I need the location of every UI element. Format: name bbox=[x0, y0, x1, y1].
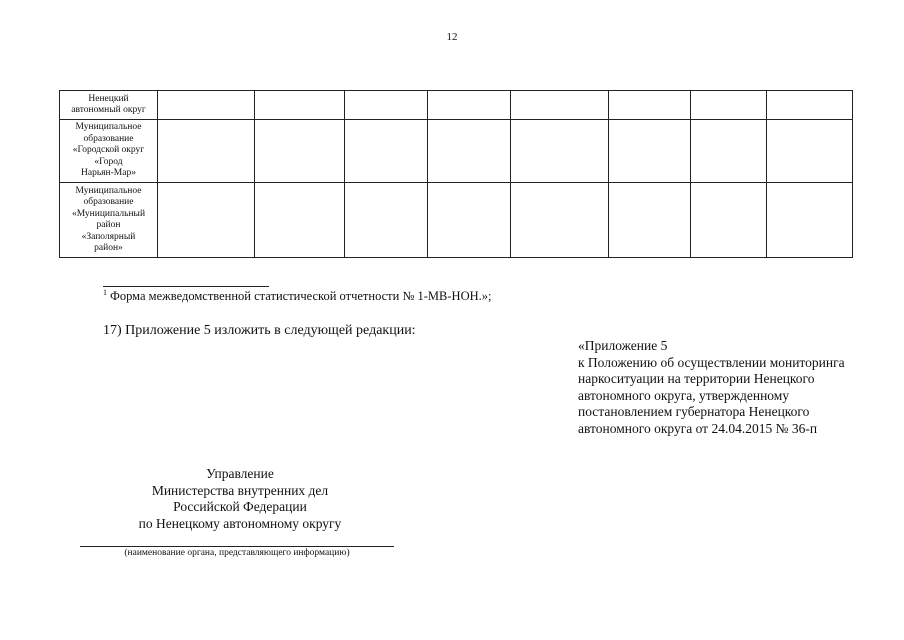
reporting-authority bbox=[100, 466, 380, 532]
table-cell bbox=[428, 183, 511, 258]
row-label-line: «Муниципальный bbox=[71, 208, 146, 219]
appendix-reference bbox=[578, 338, 845, 437]
row-label-line: «Заполярный bbox=[81, 231, 136, 242]
table-cell bbox=[511, 183, 609, 258]
table-cell bbox=[767, 91, 853, 120]
table-cell bbox=[158, 120, 255, 183]
appendix-line: «Приложение 5 bbox=[578, 338, 668, 353]
row-label-line: район bbox=[96, 220, 121, 230]
row-label-zapolyarny bbox=[60, 183, 158, 258]
table-cell bbox=[255, 183, 345, 258]
row-label-line: Муниципальное bbox=[75, 185, 142, 196]
table-cell bbox=[255, 91, 345, 120]
table-cell bbox=[609, 183, 691, 258]
table-cell bbox=[691, 183, 767, 258]
table-row bbox=[60, 183, 853, 258]
row-label-line: Муниципальное bbox=[75, 122, 142, 133]
row-label-line: образование bbox=[83, 197, 134, 207]
table-cell bbox=[158, 91, 255, 120]
row-label-line: Ненецкий bbox=[88, 93, 129, 104]
row-label-line: «Город bbox=[94, 156, 123, 167]
appendix-line: автономного округа, утвержденному bbox=[578, 387, 790, 403]
table-cell bbox=[767, 183, 853, 258]
authority-caption: (наименование органа, представляющего информацию) bbox=[124, 548, 350, 558]
appendix-line: автономного округа от 24.04.2015 № 36-п bbox=[578, 420, 818, 436]
footnote-marker: 1 bbox=[103, 287, 107, 297]
row-label-line: «Городской округ bbox=[72, 145, 145, 156]
authority-line: по Ненецкому автономному округу bbox=[138, 515, 342, 531]
table-cell bbox=[428, 91, 511, 120]
row-label-line: Нарьян-Мар» bbox=[81, 168, 136, 179]
table-cell bbox=[511, 120, 609, 183]
row-label-line: район» bbox=[94, 243, 123, 253]
row-label-nenets-okrug bbox=[60, 91, 158, 120]
authority-line: Управление bbox=[206, 466, 274, 481]
table-cell bbox=[428, 120, 511, 183]
appendix-line: постановлением губернатора Ненецкого bbox=[578, 404, 810, 419]
authority-line: Российской Федерации bbox=[173, 499, 307, 514]
appendix-line: наркоситуации на территории Ненецкого bbox=[578, 371, 815, 386]
row-label-line: автономный округ bbox=[71, 105, 146, 115]
table-cell bbox=[511, 91, 609, 120]
authority-underline bbox=[80, 546, 394, 547]
table-cell bbox=[345, 91, 428, 120]
table-cell bbox=[767, 120, 853, 183]
amendment-instruction: 17) Приложение 5 изложить в следующей редакции: bbox=[103, 323, 416, 338]
appendix-line: к Положению об осуществлении мониторинга bbox=[578, 354, 845, 370]
table-cell bbox=[609, 91, 691, 120]
table-row bbox=[60, 120, 853, 183]
table-cell bbox=[691, 91, 767, 120]
table-row bbox=[60, 91, 853, 120]
table-cell bbox=[691, 120, 767, 183]
page-number: 12 bbox=[446, 31, 458, 43]
footnote-divider bbox=[103, 286, 269, 287]
footnote-text: Форма межведомственной статистической отчетности № 1-МВ-НОН.»; bbox=[110, 289, 492, 303]
footnote bbox=[103, 289, 491, 304]
table-cell bbox=[609, 120, 691, 183]
row-label-line: образование bbox=[83, 133, 134, 144]
row-label-naryan-mar bbox=[60, 120, 158, 183]
authority-line: Министерства внутренних дел bbox=[151, 482, 329, 498]
data-table bbox=[59, 90, 853, 258]
table-cell bbox=[345, 120, 428, 183]
table-cell bbox=[158, 183, 255, 258]
table-cell bbox=[255, 120, 345, 183]
table-cell bbox=[345, 183, 428, 258]
